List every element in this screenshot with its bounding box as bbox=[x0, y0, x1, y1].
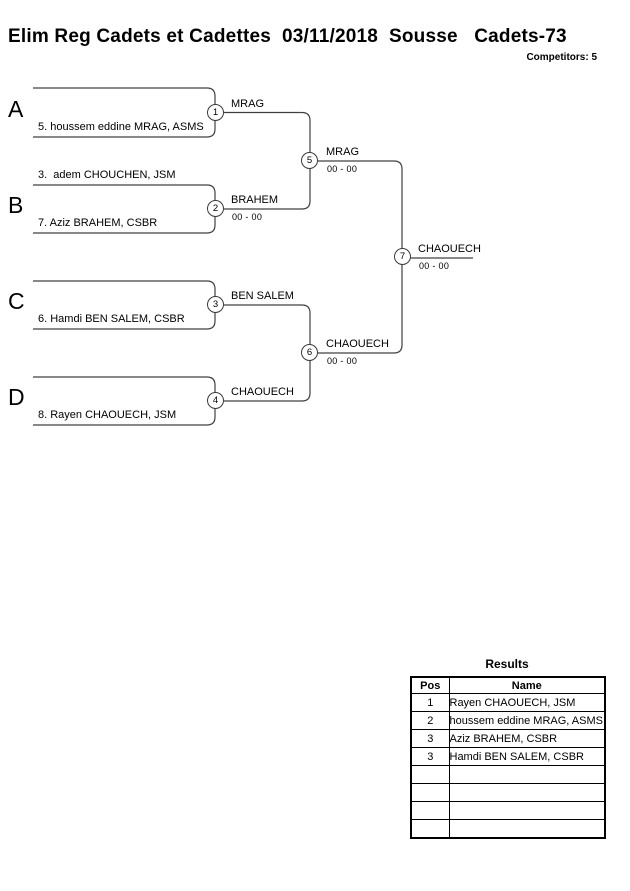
page-title: Elim Reg Cadets et Cadettes 03/11/2018 Sousse Cadets-73 bbox=[8, 26, 567, 47]
results-title: Results bbox=[485, 657, 529, 671]
competitors-count: Competitors: 5 bbox=[526, 52, 597, 63]
match-number-circle-1: 1 bbox=[207, 104, 224, 121]
result-pos: 1 bbox=[411, 694, 449, 712]
match-winner-label: BRAHEM bbox=[231, 194, 279, 206]
result-name bbox=[449, 802, 605, 820]
match-winner-label: CHAOUECH bbox=[231, 386, 294, 398]
match-score: 00 - 00 bbox=[419, 261, 450, 271]
result-pos bbox=[411, 784, 449, 802]
result-pos: 2 bbox=[411, 712, 449, 730]
result-name: Rayen CHAOUECH, JSM bbox=[449, 694, 605, 712]
result-pos: 3 bbox=[411, 748, 449, 766]
match-number-circle-5: 5 bbox=[301, 152, 318, 169]
match-score: 00 - 00 bbox=[232, 212, 263, 222]
table-row bbox=[411, 802, 605, 820]
match-winner-label: CHAOUECH bbox=[418, 243, 481, 255]
competitor-name: 5. houssem eddine MRAG, ASMS bbox=[38, 121, 204, 133]
table-row bbox=[411, 820, 605, 839]
group-label-b: B bbox=[8, 192, 24, 218]
result-name bbox=[449, 820, 605, 839]
result-pos bbox=[411, 820, 449, 839]
results-table bbox=[410, 676, 606, 839]
result-name bbox=[449, 784, 605, 802]
result-pos bbox=[411, 766, 449, 784]
match-number-circle-4: 4 bbox=[207, 392, 224, 409]
match-winner-label: MRAG bbox=[326, 146, 359, 158]
match-winner-label: BEN SALEM bbox=[231, 290, 294, 302]
result-name: Hamdi BEN SALEM, CSBR bbox=[449, 748, 605, 766]
match-number-circle-3: 3 bbox=[207, 296, 224, 313]
match-winner-label: MRAG bbox=[231, 98, 264, 110]
match-score: 00 - 00 bbox=[327, 164, 358, 174]
result-pos: 3 bbox=[411, 730, 449, 748]
result-name: houssem eddine MRAG, ASMS bbox=[449, 712, 605, 730]
results-col-name: Name bbox=[449, 677, 605, 694]
competitor-name: 3. adem CHOUCHEN, JSM bbox=[38, 169, 176, 181]
match1-winner-line bbox=[224, 113, 310, 162]
match-score: 00 - 00 bbox=[327, 356, 358, 366]
table-row bbox=[411, 748, 605, 766]
results-col-pos: Pos bbox=[411, 677, 449, 694]
results-header-row bbox=[411, 677, 605, 694]
table-row bbox=[411, 784, 605, 802]
competitor-name: 7. Aziz BRAHEM, CSBR bbox=[38, 217, 158, 229]
group-label-a: A bbox=[8, 96, 24, 122]
match-number-circle-6: 6 bbox=[301, 344, 318, 361]
group-label-c: C bbox=[8, 288, 25, 314]
table-row bbox=[411, 766, 605, 784]
result-pos bbox=[411, 802, 449, 820]
group-label-d: D bbox=[8, 384, 25, 410]
match-number-circle-2: 2 bbox=[207, 200, 224, 217]
match-number-circle-7: 7 bbox=[394, 248, 411, 265]
table-row bbox=[411, 712, 605, 730]
result-name: Aziz BRAHEM, CSBR bbox=[449, 730, 605, 748]
competitor-name: 8. Rayen CHAOUECH, JSM bbox=[38, 409, 177, 421]
competitor-name: 6. Hamdi BEN SALEM, CSBR bbox=[38, 313, 185, 325]
match3-winner-line bbox=[224, 305, 310, 353]
result-name bbox=[449, 766, 605, 784]
match-winner-label: CHAOUECH bbox=[326, 338, 389, 350]
table-row bbox=[411, 730, 605, 748]
table-row bbox=[411, 694, 605, 712]
match5-winner-line bbox=[318, 161, 402, 257]
